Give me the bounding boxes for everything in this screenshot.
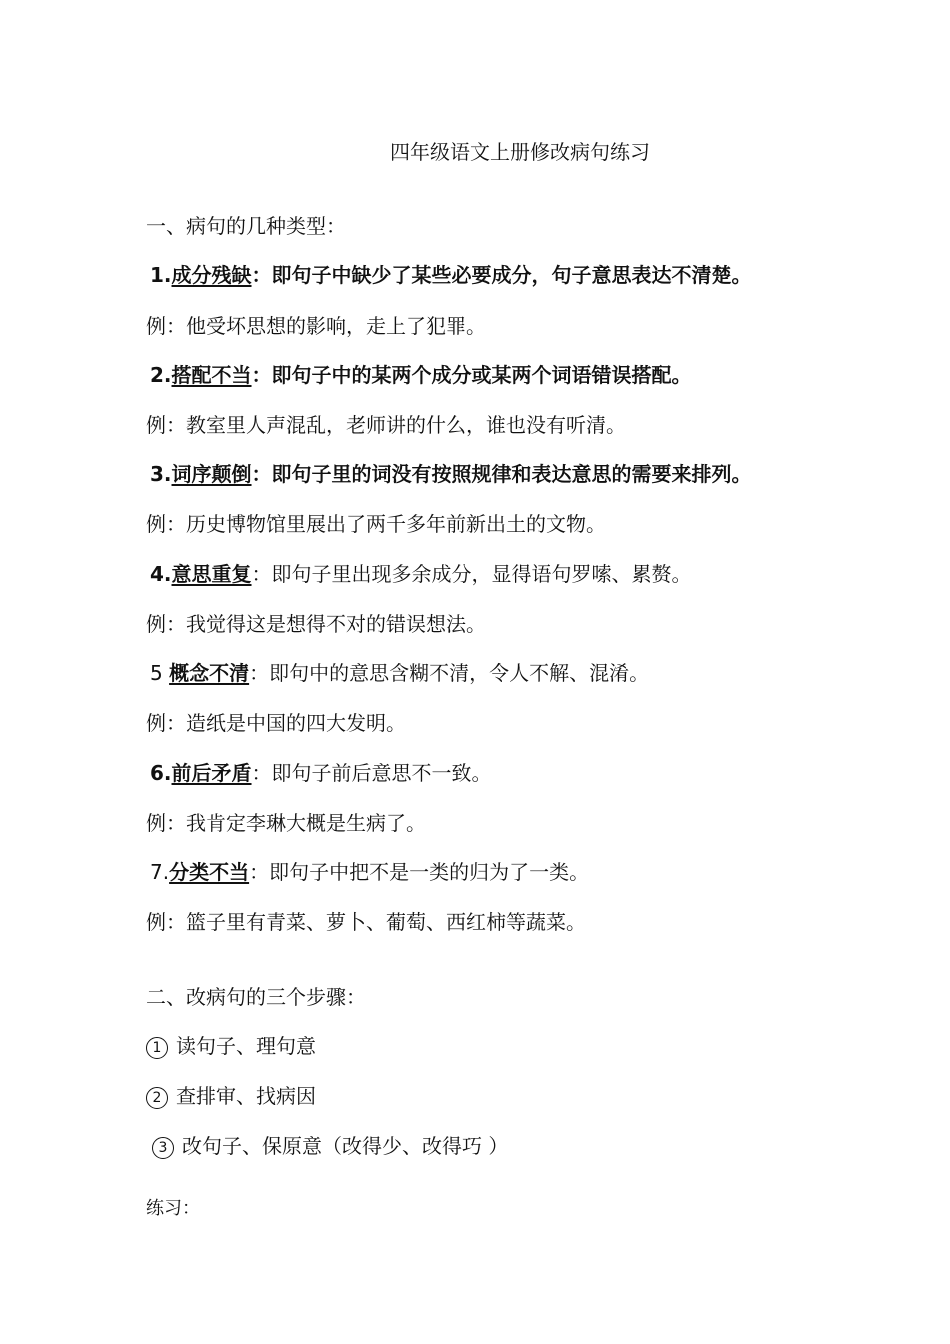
type-6-num: 6. [150, 761, 172, 785]
type-1-example: 例：他受坏思想的影响，走上了犯罪。 [146, 314, 486, 338]
page-title: 四年级语文上册修改病句练习 [390, 140, 650, 164]
type-5-num: 5 [150, 661, 170, 685]
type-6-example: 例：我肯定李琳大概是生病了。 [146, 811, 426, 835]
type-1-desc: 即句子中缺少了某些必要成分，句子意思表达不清楚。 [271, 263, 752, 287]
section2-heading: 二、改病句的三个步骤： [146, 985, 366, 1009]
type-2-desc: 即句子中的某两个成分或某两个词语错误搭配。 [271, 363, 692, 387]
type-3-name: 词序颠倒 [171, 462, 252, 486]
practice-label: 练习： [146, 1198, 200, 1219]
step-2 [146, 1082, 316, 1110]
step-1-marker: 1 [146, 1037, 168, 1059]
type-6-name: 前后矛盾 [171, 761, 252, 785]
step-3 [152, 1132, 508, 1160]
type-7: 7.分类不当：即句子中把不是一类的归为了一类。 [150, 860, 590, 884]
type-6-desc: 即句子前后意思不一致。 [271, 761, 492, 785]
type-2: 2.搭配不当：即句子中的某两个成分或某两个词语错误搭配。 [150, 363, 692, 387]
type-4-name: 意思重复 [171, 562, 252, 586]
type-6: 6.前后矛盾：即句子前后意思不一致。 [150, 761, 492, 785]
type-2-num: 2. [150, 363, 172, 387]
type-1: 1.成分残缺：即句子中缺少了某些必要成分，句子意思表达不清楚。 [150, 263, 752, 287]
type-3-example: 例：历史博物馆里展出了两千多年前新出土的文物。 [146, 512, 606, 536]
type-1-num: 1. [150, 263, 172, 287]
type-5-name: 概念不清 [169, 661, 250, 685]
step-3-text: 改句子、保原意（改得少、改得巧 ） [182, 1134, 509, 1158]
type-4-desc: 即句子里出现多余成分，显得语句罗嗦、累赘。 [271, 562, 692, 586]
section1-heading: 一、病句的几种类型： [146, 214, 346, 238]
type-3-desc: 即句子里的词没有按照规律和表达意思的需要来排列。 [271, 462, 752, 486]
type-2-name: 搭配不当 [171, 363, 252, 387]
type-5-example: 例：造纸是中国的四大发明。 [146, 711, 406, 735]
type-7-desc: 即句子中把不是一类的归为了一类。 [269, 860, 590, 884]
type-7-name: 分类不当 [169, 860, 250, 884]
type-4-example: 例：我觉得这是想得不对的错误想法。 [146, 612, 486, 636]
type-5-desc: 即句中的意思含糊不清，令人不解、混淆。 [269, 661, 650, 685]
type-3: 3.词序颠倒：即句子里的词没有按照规律和表达意思的需要来排列。 [150, 462, 752, 486]
type-3-num: 3. [150, 462, 172, 486]
step-1-text: 读句子、理句意 [176, 1034, 316, 1058]
type-2-example: 例：教室里人声混乱，老师讲的什么，谁也没有听清。 [146, 413, 626, 437]
step-3-marker: 3 [152, 1137, 174, 1159]
type-7-example: 例：篮子里有青菜、萝卜、葡萄、西红柿等蔬菜。 [146, 910, 586, 934]
type-4: 4.意思重复：即句子里出现多余成分，显得语句罗嗦、累赘。 [150, 562, 692, 586]
type-7-num: 7. [150, 860, 170, 884]
type-4-num: 4. [150, 562, 172, 586]
step-1 [146, 1032, 316, 1060]
step-2-text: 查排审、找病因 [176, 1084, 316, 1108]
step-2-marker: 2 [146, 1087, 168, 1109]
type-1-name: 成分残缺 [171, 263, 252, 287]
type-5: 5 概念不清：即句中的意思含糊不清，令人不解、混淆。 [150, 661, 650, 685]
